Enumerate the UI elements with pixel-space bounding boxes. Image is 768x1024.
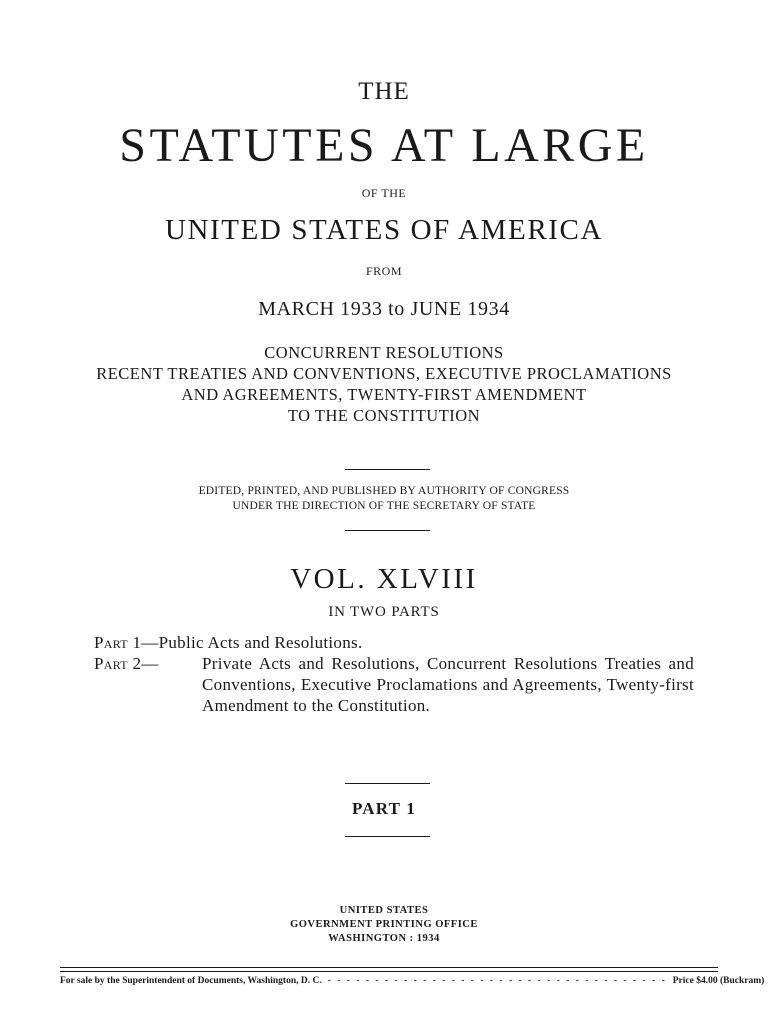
contents-description bbox=[0, 342, 768, 426]
this-part-label: PART 1 bbox=[351, 799, 417, 818]
title-country: UNITED STATES OF AMERICA bbox=[164, 214, 604, 246]
authority-statement bbox=[0, 484, 768, 514]
footer-rule bbox=[60, 971, 718, 972]
divider-rule bbox=[345, 783, 430, 784]
divider-rule bbox=[345, 836, 430, 837]
price-label: Price $4.00 (Buckram) bbox=[672, 976, 765, 986]
imprint-line: UNITED STATES bbox=[339, 905, 429, 916]
description-line: CONCURRENT RESOLUTIONS bbox=[264, 343, 504, 362]
part-description: Private Acts and Resolutions, Concurrent Resolutions Treaties and Conventions, Executive Proclamations and Agreements, Twenty-first Amendment to the Constitution. bbox=[202, 654, 694, 715]
authority-line: UNDER THE DIRECTION OF THE SECRETARY OF STATE bbox=[232, 500, 536, 512]
footer-rule bbox=[60, 967, 718, 968]
imprint-line: GOVERNMENT PRINTING OFFICE bbox=[290, 919, 478, 930]
title-of-the: OF THE bbox=[361, 186, 407, 200]
part-entry bbox=[94, 632, 694, 653]
part-label: Part 2— bbox=[94, 654, 159, 673]
imprint-line: WASHINGTON : 1934 bbox=[328, 933, 440, 944]
part-description: Public Acts and Resolutions. bbox=[158, 633, 363, 652]
dot-leader: - - - - - - - - - - - - - - - - - - - - - - - - - - - - - - - - - - - - bbox=[327, 976, 667, 986]
sale-notice bbox=[60, 976, 765, 986]
divider-rule bbox=[345, 530, 430, 531]
authority-line: EDITED, PRINTED, AND PUBLISHED BY AUTHORITY OF CONGRESS bbox=[198, 485, 570, 497]
publisher-imprint bbox=[0, 904, 768, 946]
divider-rule bbox=[345, 469, 430, 470]
description-line: AND AGREEMENTS, TWENTY-FIRST AMENDMENT bbox=[181, 385, 587, 404]
volume-label: VOL. XLVIII bbox=[290, 563, 478, 595]
description-line: TO THE CONSTITUTION bbox=[287, 406, 481, 425]
parts-list bbox=[94, 632, 694, 716]
sale-notice-text: For sale by the Superintendent of Documents, Washington, D. C. bbox=[60, 976, 322, 986]
part-label: Part 1— bbox=[94, 633, 159, 652]
title-period: MARCH 1933 to JUNE 1934 bbox=[258, 298, 510, 320]
volume-parts-note: IN TWO PARTS bbox=[328, 604, 440, 620]
title-the: THE bbox=[358, 78, 410, 105]
description-line: RECENT TREATIES AND CONVENTIONS, EXECUTIVE PROCLAMATIONS bbox=[96, 364, 672, 383]
title-from: FROM bbox=[365, 264, 402, 278]
title-statutes-at-large: STATUTES AT LARGE bbox=[119, 119, 649, 172]
part-entry bbox=[94, 653, 694, 716]
